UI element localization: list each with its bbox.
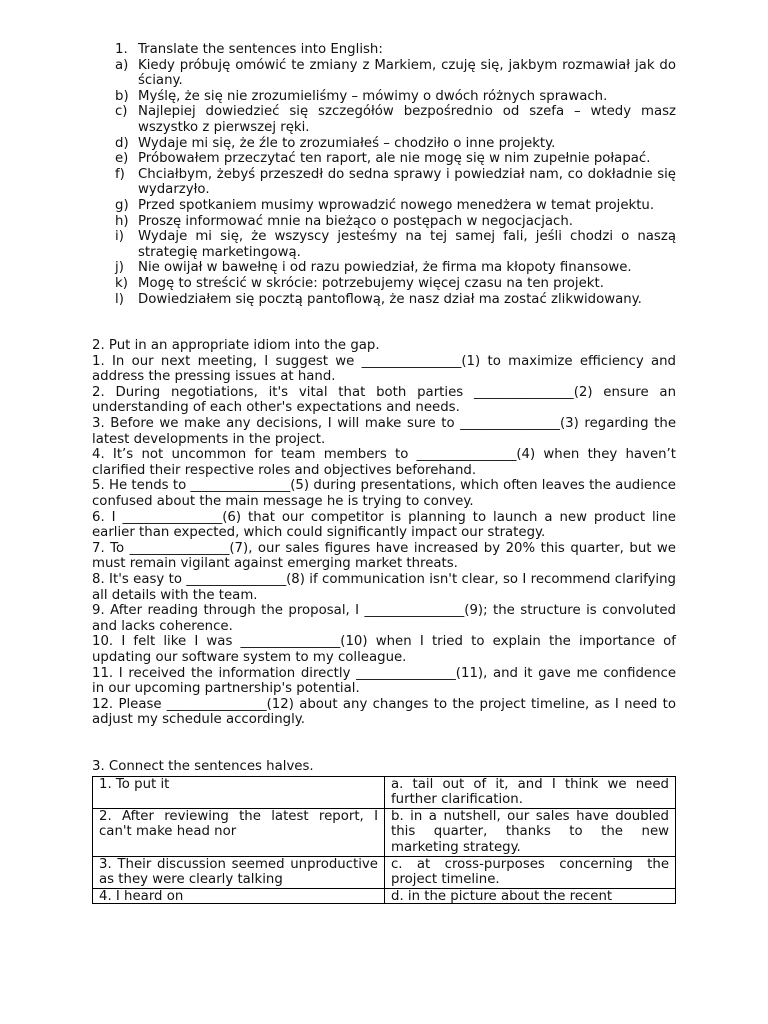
gap-sentence: 8. It's easy to _______________(8) if communication isn't clear, so I recommend clarifying all details with the team. xyxy=(92,572,676,603)
list-item xyxy=(115,58,676,89)
exercise-1-number: 1. xyxy=(115,42,128,57)
gap-sentence: 11. I received the information directly _______________(11), and it gave me confidence in our upcoming partnership's potential. xyxy=(92,665,676,697)
item-label: c) xyxy=(115,104,128,120)
list-item xyxy=(115,214,676,230)
item-text: Wydaje mi się, że źle to zrozumiałeś – chodziło o inne projekty. xyxy=(138,135,556,151)
exercise-1 xyxy=(92,42,676,307)
sentence-first-half xyxy=(93,888,385,903)
sentence-first-half: 2. After reviewing the latest report, I can't make head nor xyxy=(93,808,385,856)
item-label: l) xyxy=(115,291,124,307)
cell-text: d. in the picture about the recent xyxy=(391,888,613,903)
gap-sentence: 7. To _______________(7), our sales figures have increased by 20% this quarter, but we must remain vigilant against emerging market threats. xyxy=(92,540,676,572)
list-item xyxy=(115,229,676,260)
item-label: i) xyxy=(115,229,124,245)
sentence-first-half: 3. Their discussion seemed unproductive as they were clearly talking xyxy=(93,856,385,888)
list-item xyxy=(115,198,676,214)
item-label: b) xyxy=(115,88,129,104)
exercise-1-title: Translate the sentences into English: xyxy=(138,42,383,57)
item-label: h) xyxy=(115,213,129,229)
item-label: g) xyxy=(115,197,129,213)
gap-sentence: 4. It’s not uncommon for team members to _______________(4) when they haven’t clarified their respective roles and objectives beforehand. xyxy=(92,447,676,478)
item-text: Mogę to streścić w skrócie: potrzebujemy więcej czasu na ten projekt. xyxy=(138,275,604,291)
table-row xyxy=(93,808,676,856)
exercise-2-title: 2. Put in an appropriate idiom into the gap. xyxy=(92,338,380,354)
gap-sentence: 3. Before we make any decisions, I will make sure to _______________(3) regarding the latest developments in the project. xyxy=(92,416,676,447)
gap-sentence: 9. After reading through the proposal, I _______________(9); the structure is convoluted and lacks coherence. xyxy=(92,603,676,634)
gap-sentence: 10. I felt like I was _______________(10) when I tried to explain the importance of updating our software system to my colleague. xyxy=(92,634,676,665)
sentence-second-half xyxy=(385,888,676,903)
sentence-second-half: a. tail out of it, and I think we need further clarification. xyxy=(385,776,676,808)
table-row xyxy=(93,776,676,808)
gap-sentence: 6. I _______________(6) that our competitor is planning to launch a new product line earlier than expected, which could significantly impact our strategy. xyxy=(92,509,676,541)
exercise-2 xyxy=(92,338,676,728)
item-text: Próbowałem przeczytać ten raport, ale nie mogę się w nim zupełnie połapać. xyxy=(138,151,651,167)
gap-sentence: 2. During negotiations, it's vital that both parties _______________(2) ensure an understanding of each other's expectations and needs. xyxy=(92,384,676,416)
list-item xyxy=(115,104,676,135)
matching-table xyxy=(92,776,676,904)
item-text: Wydaje mi się, że wszyscy jesteśmy na tej samej fali, jeśli chodzi o naszą strategię marketingową. xyxy=(138,229,676,260)
sentence-second-half: b. in a nutshell, our sales have doubled this quarter, thanks to the new marketing strategy. xyxy=(385,808,676,856)
sentence-first-half: 1. To put it xyxy=(93,776,385,808)
item-label: f) xyxy=(115,166,125,182)
item-label: d) xyxy=(115,135,129,151)
item-text: Proszę informować mnie na bieżąco o postępach w negocjacjach. xyxy=(138,213,573,229)
item-text: Najlepiej dowiedzieć się szczegółów bezpośrednio od szefa – wtedy masz wszystko z pierwszej ręki. xyxy=(138,104,676,135)
item-text: Nie owijał w bawełnę i od razu powiedział, że firma ma kłopoty finansowe. xyxy=(138,260,632,276)
table-row xyxy=(93,856,676,888)
list-item xyxy=(115,292,676,308)
table-row xyxy=(93,888,676,903)
list-item xyxy=(115,167,676,198)
cell-text: 4. I heard on xyxy=(99,888,184,903)
list-item xyxy=(115,260,676,276)
list-item xyxy=(115,89,676,105)
gap-sentence: 12. Please _______________(12) about any changes to the project timeline, as I need to adjust my schedule accordingly. xyxy=(92,696,676,728)
sentence-second-half: c. at cross-purposes concerning the project timeline. xyxy=(385,856,676,888)
item-text: Dowiedziałem się pocztą pantoflową, że nasz dział ma zostać zlikwidowany. xyxy=(138,291,642,307)
gap-sentence: 5. He tends to _______________(5) during presentations, which often leaves the audience confused about the main message he is trying to convey. xyxy=(92,478,676,510)
item-label: j) xyxy=(115,260,124,276)
exercise-1-heading xyxy=(115,42,676,58)
item-text: Przed spotkaniem musimy wprowadzić nowego menedżera w temat projektu. xyxy=(138,197,655,213)
gap-sentence: 1. In our next meeting, I suggest we _______________(1) to maximize efficiency and address the pressing issues at hand. xyxy=(92,353,676,385)
item-text: Kiedy próbuję omówić te zmiany z Markiem, czuję się, jakbym rozmawiał jak do ściany. xyxy=(138,57,676,89)
item-text: Chciałbym, żebyś przeszedł do sedna sprawy i powiedział nam, co dokładnie się wydarzyło. xyxy=(138,166,676,198)
item-label: k) xyxy=(115,275,128,291)
item-text: Myślę, że się nie zrozumieliśmy – mówimy o dwóch różnych sprawach. xyxy=(138,88,608,104)
item-label: e) xyxy=(115,151,129,167)
exercise-3-title: 3. Connect the sentences halves. xyxy=(92,758,314,774)
list-item xyxy=(115,151,676,167)
item-label: a) xyxy=(115,57,129,73)
list-item xyxy=(115,276,676,292)
document-page xyxy=(92,42,676,904)
exercise-3 xyxy=(92,759,676,904)
list-item xyxy=(115,136,676,152)
